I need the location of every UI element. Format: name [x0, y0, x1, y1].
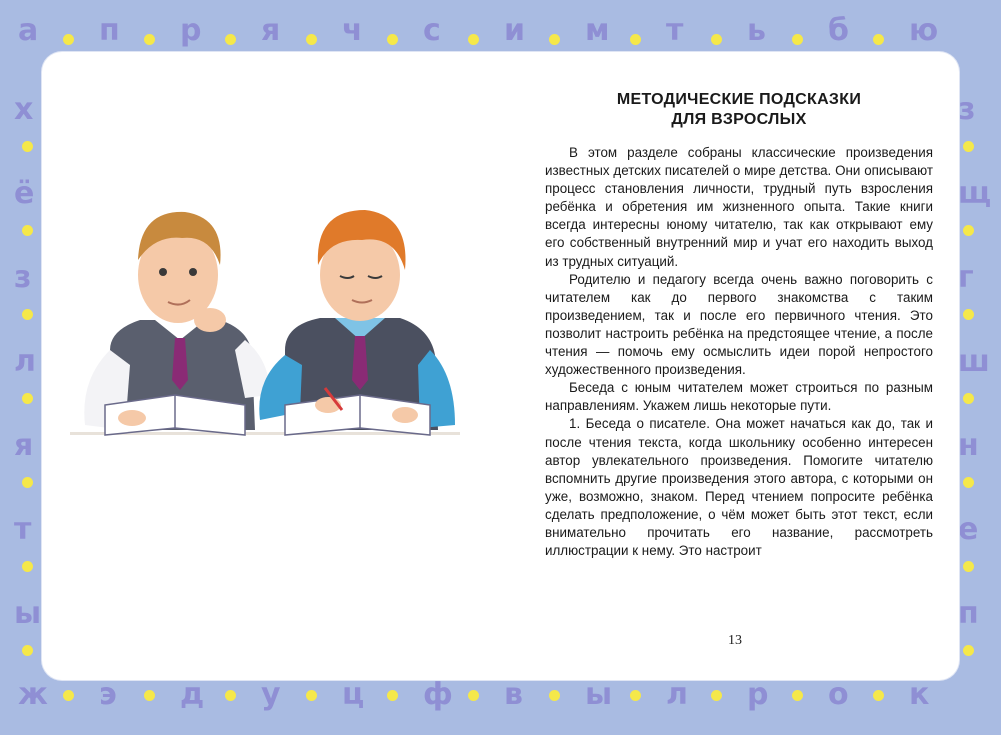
- border-dot: [873, 690, 884, 701]
- border-dot: [22, 141, 33, 152]
- paragraph-3: Беседа с юным читателем может строиться по разным направлениям. Укажем лишь некоторые пути.: [545, 380, 933, 414]
- border-dot: [630, 690, 641, 701]
- border-dot: [22, 309, 33, 320]
- top-letter: ь: [747, 13, 766, 48]
- top-letter: и: [504, 13, 526, 48]
- border-dot: [306, 690, 317, 701]
- top-letter: п: [99, 13, 120, 48]
- left-letter: я: [14, 428, 34, 463]
- border-dot: [387, 690, 398, 701]
- page-number: 13: [728, 633, 742, 648]
- top-letter: б: [828, 13, 849, 48]
- border-dot: [963, 225, 974, 236]
- top-letter: ч: [342, 13, 363, 48]
- border-dot: [711, 690, 722, 701]
- top-letter: т: [666, 13, 684, 48]
- border-dot: [963, 561, 974, 572]
- bottom-letter: ж: [18, 677, 48, 712]
- border-dot: [630, 34, 641, 45]
- bottom-letter: к: [909, 677, 930, 712]
- title-line-1: МЕТОДИЧЕСКИЕ ПОДСКАЗКИ: [616, 91, 862, 108]
- border-dot: [63, 34, 74, 45]
- border-dot: [387, 34, 398, 45]
- top-letter: р: [180, 13, 202, 48]
- left-letter: х: [14, 92, 34, 127]
- right-letter: г: [958, 260, 974, 295]
- bottom-letter: ы: [585, 677, 613, 712]
- border-dot: [963, 645, 974, 656]
- border-dot: [963, 477, 974, 488]
- border-dot: [963, 393, 974, 404]
- bottom-letter: у: [261, 677, 281, 712]
- border-dot: [963, 309, 974, 320]
- top-letter: ю: [909, 13, 939, 48]
- paragraph-1: В этом разделе собраны классические произведения известных детских писателей о мире детства. Они описывают процесс становления личности, трудный путь взросления ребёнка и обретения им жизненного опыта. Такие книги всегда интересны юному читателю, так как открывают ему его собственный внутренний мир и учат его находить выход из трудных ситуаций.: [545, 145, 933, 269]
- bottom-letter: ф: [423, 677, 453, 712]
- border-dot: [22, 561, 33, 572]
- text-column: [545, 90, 933, 560]
- border-dot: [144, 34, 155, 45]
- border-dot: [963, 141, 974, 152]
- bottom-letter: ц: [342, 677, 365, 712]
- right-letter: е: [958, 512, 979, 547]
- right-letter: ш: [958, 344, 990, 379]
- top-letter: с: [423, 13, 441, 48]
- border-dot: [792, 690, 803, 701]
- bottom-letter: р: [747, 677, 769, 712]
- section-title: [545, 90, 933, 130]
- border-dot: [144, 690, 155, 701]
- right-letter: п: [958, 596, 979, 631]
- left-letter: т: [14, 512, 32, 547]
- border-dot: [306, 34, 317, 45]
- border-dot: [468, 34, 479, 45]
- border-dot: [22, 225, 33, 236]
- border-dot: [225, 690, 236, 701]
- bottom-letter: в: [504, 677, 523, 712]
- border-dot: [22, 477, 33, 488]
- border-dot: [549, 690, 560, 701]
- bottom-letter: о: [828, 677, 849, 712]
- paragraph-4: 1. Беседа о писателе. Она может начаться как до, так и после чтения текста, когда школьнику особенно интересен автор увлекательного произведения. Помогите читателю вспомнить другие произведения этого автора, с которыми он уже, возможно, знаком. Перед чтением попросите ребёнка сделать предположение, о чём может быть этот текст, если внимательно прочитать его название, рассмотреть иллюстрации к нему. Это настроит: [545, 416, 933, 559]
- left-letter: ё: [14, 176, 35, 211]
- bottom-letter: д: [180, 677, 205, 712]
- border-dot: [873, 34, 884, 45]
- top-letter: я: [261, 13, 281, 48]
- border-dot: [22, 393, 33, 404]
- left-letter: л: [14, 344, 36, 379]
- right-boy-figure: [259, 210, 455, 435]
- left-letter: ы: [14, 596, 42, 631]
- right-letter: з: [958, 92, 976, 127]
- left-letter: з: [14, 260, 32, 295]
- left-boy-figure: [84, 212, 270, 435]
- top-letter: а: [18, 13, 39, 48]
- border-dot: [468, 690, 479, 701]
- bottom-letter: л: [666, 677, 688, 712]
- right-letter: щ: [958, 176, 992, 211]
- title-line-2: ДЛЯ ВЗРОСЛЫХ: [671, 111, 807, 128]
- top-letter: м: [585, 13, 610, 48]
- border-dot: [22, 645, 33, 656]
- border-dot: [63, 690, 74, 701]
- illustration-schoolboys: [70, 180, 460, 480]
- border-dot: [549, 34, 560, 45]
- bottom-letter: э: [99, 677, 117, 712]
- paragraph-2: Родителю и педагогу всегда очень важно поговорить с читателем как до первого знакомства с таким произведением, так и после его первичного чтения. Это позволит настроить ребёнка на предстоящее чтение, а после чтения — помочь ему осмыслить идеи порой непростого художественного произведения.: [545, 271, 933, 378]
- right-letter: н: [958, 428, 979, 463]
- border-dot: [711, 34, 722, 45]
- border-dot: [792, 34, 803, 45]
- border-dot: [225, 34, 236, 45]
